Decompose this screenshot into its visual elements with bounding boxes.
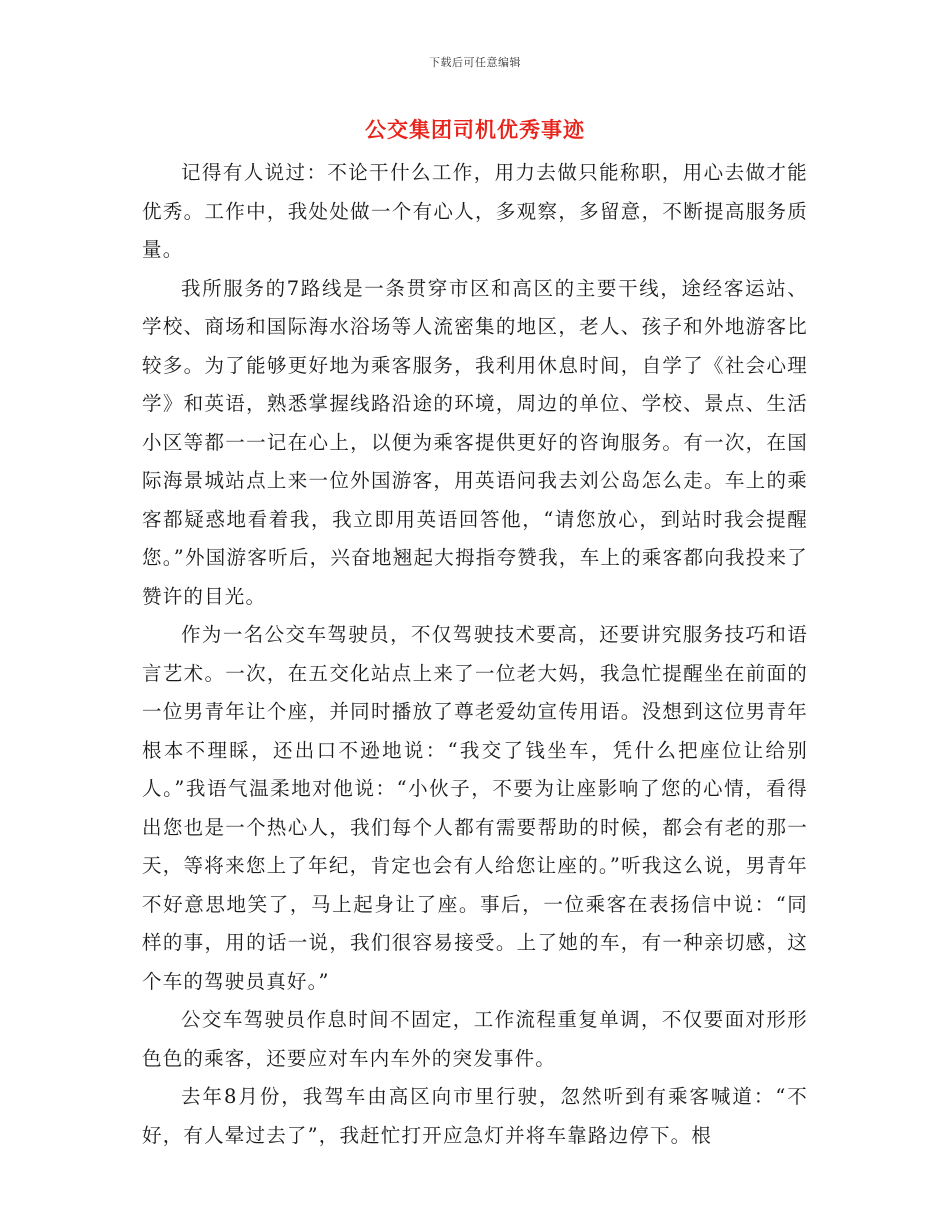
paragraph: 作为一名公交车驾驶员，不仅驾驶技术要高，还要讲究服务技巧和语言艺术。一次，在五交化站点上来了一位老大妈，我急忙提醒坐在前面的一位男青年让个座，并同时播放了尊老爱幼宣传用语。没想到这位男青年根本不理睬，还出口不逊地说：“我交了钱坐车，凭什么把座位让给别人。”我语气温柔地对他说：“小伙子，不要为让座影响了您的心情，看得出您也是一个热心人，我们每个人都有需要帮助的时候，都会有老的那一天，等将来您上了年纪，肯定也会有人给您让座的。”听我这么说，男青年不好意思地笑了，马上起身让了座。事后，一位乘客在表扬信中说：“同样的事，用的话一说，我们很容易接受。上了她的车，有一种亲切感，这个车的驾驶员真好。” [142, 623, 808, 993]
paragraph: 记得有人说过：不论干什么工作，用力去做只能称职，用心去做才能优秀。工作中，我处处做一个有心人，多观察，多留意，不断提高服务质量。 [142, 161, 808, 261]
paragraph: 我所服务的7路线是一条贯穿市区和高区的主要干线，途经客运站、学校、商场和国际海水浴场等人流密集的地区，老人、孩子和外地游客比较多。为了能够更好地为乘客服务，我利用休息时间，自学了《社会心理学》和英语，熟悉掌握线路沿途的环境，周边的单位、学校、景点、生活小区等都一一记在心上，以便为乘客提供更好的咨询服务。有一次，在国际海景城站点上来一位外国游客，用英语问我去刘公岛怎么走。车上的乘客都疑惑地看着我，我立即用英语回答他，“请您放心，到站时我会提醒您。”外国游客听后，兴奋地翘起大拇指夸赞我，车上的乘客都向我投来了赞许的目光。 [142, 276, 808, 608]
document-title: 公交集团司机优秀事迹 [365, 117, 585, 142]
document-body [142, 154, 808, 1155]
paragraph: 公交车驾驶员作息时间不固定，工作流程重复单调，不仅要面对形形色色的乘客，还要应对车内车外的突发事件。 [142, 1008, 808, 1070]
paragraph: 去年8月份，我驾车由高区向市里行驶，忽然听到有乘客喊道：“不好，有人晕过去了”，我赶忙打开应急灯并将车靠路边停下。根 [142, 1085, 808, 1147]
header-note: 下载后可任意编辑 [429, 56, 521, 69]
